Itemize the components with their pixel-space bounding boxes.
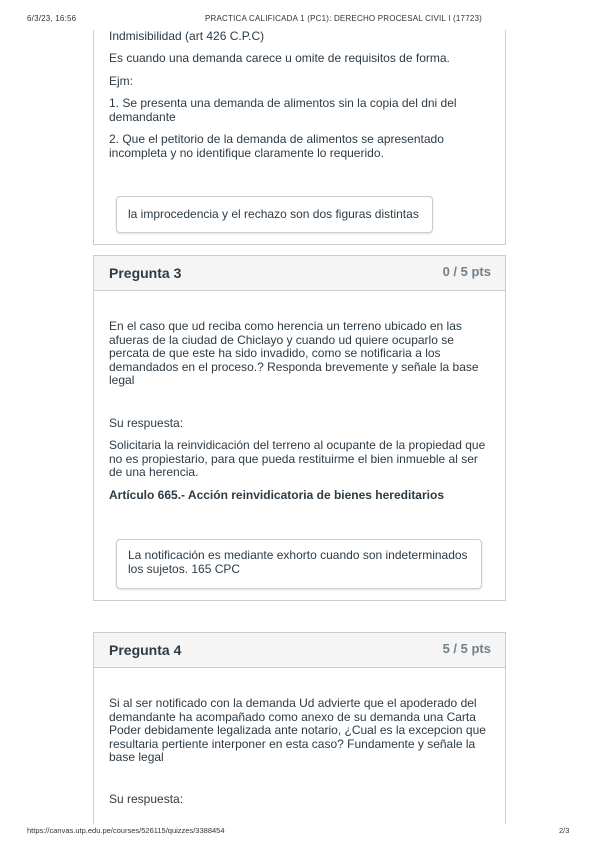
question-3-answer-label: Su respuesta: [109,416,184,430]
previous-question-panel [93,30,506,245]
grader-comment-text: La notificación es mediante exhorto cuando son indeterminados los sujetos. 165 CPC [128,548,468,576]
question-3-answer-article: Artículo 665.- Acción reinvidicatoria de bienes hereditarios [109,488,444,502]
answer-example-1: 1. Se presenta una demanda de alimentos sin la copia del dni del demandante [109,96,457,124]
question-4-panel [93,632,506,824]
grader-comment [116,196,433,233]
question-4-answer-label: Su respuesta: [109,792,184,806]
print-url: https://canvas.utp.edu.pe/courses/526115/quizzes/3388454 [27,826,225,835]
question-3-panel [93,255,506,601]
question-4-prompt: Si al ser notificado con la demanda Ud advierte que el apoderado del demandante ha acompañado como anexo de su demanda una Carta Poder debidamente legalizada ante notario, ¿Cual es la excepcion que resultaria pertiente interponer en esta caso? Fundamente y señale la base legal [109,696,486,764]
print-page-number: 2/3 [559,826,570,835]
question-4-title: Pregunta 4 [109,642,182,658]
question-4-points: 5 / 5 pts [442,641,491,656]
question-3-points: 0 / 5 pts [442,264,491,279]
grader-comment-text: la improcedencia y el rechazo son dos figuras distintas [128,207,419,221]
print-title: PRACTICA CALIFICADA 1 (PC1): DERECHO PROCESAL CIVIL I (17723) [205,14,483,23]
answer-example-label: Ejm: [109,74,133,88]
question-4-header [94,633,505,668]
answer-heading: Indmisibilidad (art 426 C.P.C) [109,29,265,43]
answer-definition: Es cuando una demanda carece u omite de requisitos de forma. [109,51,450,65]
question-3-header [94,256,505,291]
answer-example-2: 2. Que el petitorio de la demanda de alimentos se apresentado incompleta y no identifique claramente lo requerido. [109,132,444,160]
question-3-answer: Solicitaria la reinvidicación del terreno al ocupante de la propiedad que no es propiestario, para que pueda restituirme el bien inmueble al ser de una herencia. [109,438,486,479]
question-3-title: Pregunta 3 [109,265,182,281]
print-date: 6/3/23, 16:56 [27,14,77,23]
question-3-prompt: En el caso que ud reciba como herencia un terreno ubicado en las afueras de la ciudad de Chiclayo y cuando ud quiere ocuparlo se percata de que este ha sido invadido, como se notificaria a los demandados en el proceso.? Responda brevemente y señale la base legal [109,319,479,387]
grader-comment [116,539,482,589]
